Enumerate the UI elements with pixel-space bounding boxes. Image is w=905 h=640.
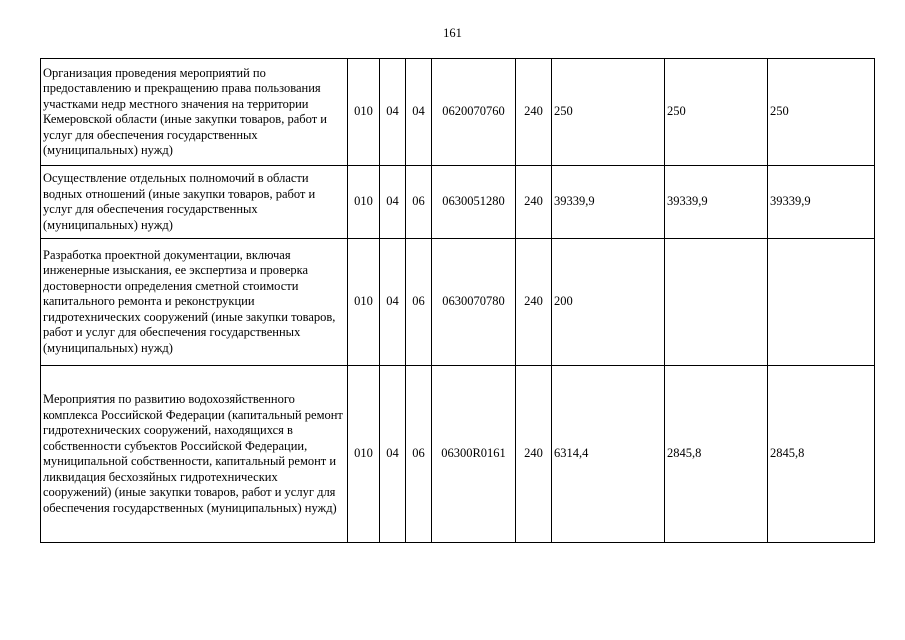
row-target-article: 0630051280: [432, 166, 516, 239]
row-target-article: 06300R0161: [432, 366, 516, 543]
row-description: Организация проведения мероприятий по предоставлению и прекращению права пользования участками недр местного значения на территории Кемеровской области (иные закупки товаров, работ и услуг для обеспечения государственных (муниципальных) нужд): [41, 59, 348, 166]
row-expense-type: 240: [516, 166, 552, 239]
row-description: Осуществление отдельных полномочий в области водных отношений (иные закупки товаров, работ и услуг для обеспечения государственных (муниципальных) нужд): [41, 166, 348, 239]
row-amount-3: 250: [768, 59, 875, 166]
row-amount-1: 200: [552, 239, 665, 366]
table-row: [41, 239, 875, 366]
row-amount-1: 39339,9: [552, 166, 665, 239]
row-description: Разработка проектной документации, включая инженерные изыскания, ее экспертиза и проверка достоверности определения сметной стоимости капитального ремонта и реконструкции гидротехнических сооружений (иные закупки товаров, работ и услуг для обеспечения государственных (муниципальных) нужд): [41, 239, 348, 366]
row-subsection: 04: [406, 59, 432, 166]
row-section: 04: [380, 366, 406, 543]
row-code: 010: [348, 239, 380, 366]
table-row: [41, 59, 875, 166]
row-target-article: 0630070780: [432, 239, 516, 366]
row-description: Мероприятия по развитию водохозяйственного комплекса Российской Федерации (капитальный ремонт гидротехнических сооружений, находящихся в собственности субъектов Российской Федерации, муниципальной собственности, капитальный ремонт и ликвидация бесхозяйных гидротехнических сооружений) (иные закупки товаров, работ и услуг для обеспечения государственных (муниципальных) нужд): [41, 366, 348, 543]
row-expense-type: 240: [516, 366, 552, 543]
row-amount-3: [768, 239, 875, 366]
row-amount-2: 2845,8: [665, 366, 768, 543]
row-amount-3: 39339,9: [768, 166, 875, 239]
row-amount-2: 250: [665, 59, 768, 166]
budget-table: [40, 58, 875, 543]
row-code: 010: [348, 366, 380, 543]
row-amount-1: 6314,4: [552, 366, 665, 543]
table-row: [41, 166, 875, 239]
row-amount-3: 2845,8: [768, 366, 875, 543]
table-row: [41, 366, 875, 543]
page-number: 161: [443, 26, 462, 40]
row-section: 04: [380, 239, 406, 366]
row-subsection: 06: [406, 366, 432, 543]
row-subsection: 06: [406, 166, 432, 239]
row-amount-1: 250: [552, 59, 665, 166]
row-expense-type: 240: [516, 59, 552, 166]
row-amount-2: 39339,9: [665, 166, 768, 239]
row-code: 010: [348, 59, 380, 166]
row-section: 04: [380, 166, 406, 239]
row-section: 04: [380, 59, 406, 166]
row-subsection: 06: [406, 239, 432, 366]
row-code: 010: [348, 166, 380, 239]
row-target-article: 0620070760: [432, 59, 516, 166]
row-amount-2: [665, 239, 768, 366]
row-expense-type: 240: [516, 239, 552, 366]
